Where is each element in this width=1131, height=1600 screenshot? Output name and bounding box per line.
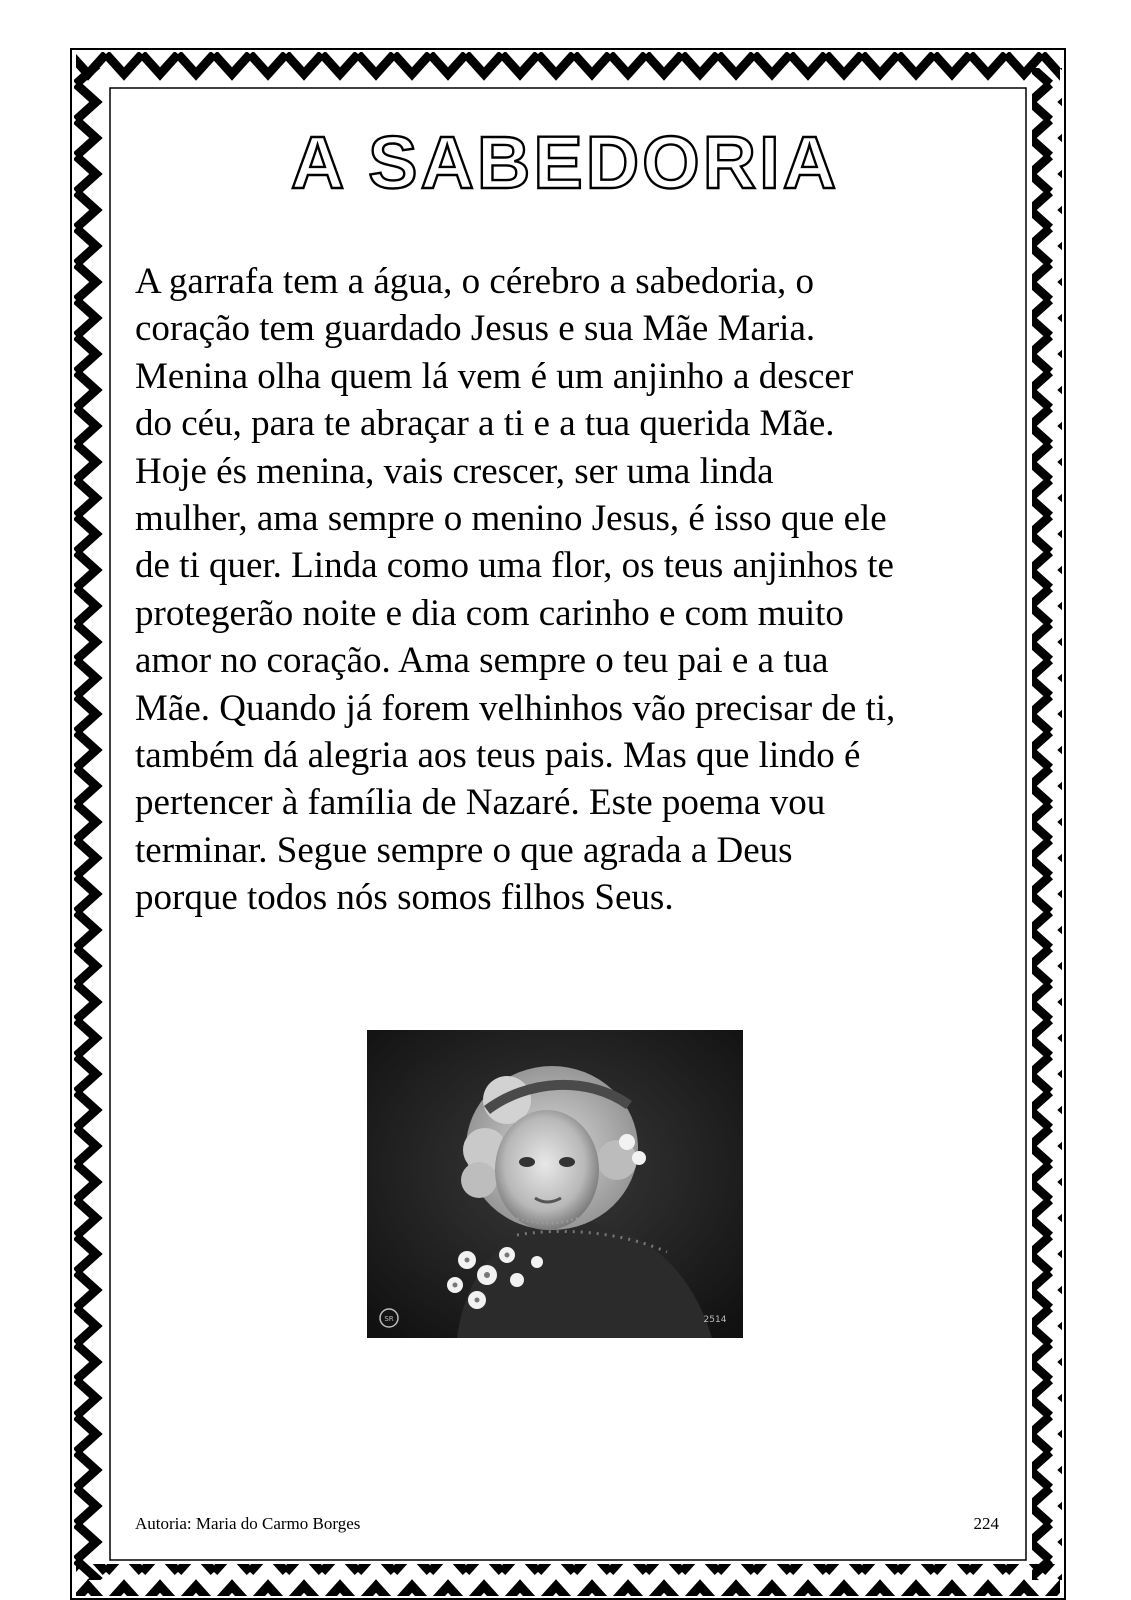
poem-line: terminar. Segue sempre o que agrada a Deus bbox=[135, 829, 793, 871]
poem-body bbox=[135, 258, 1005, 922]
vintage-girl-portrait-photo bbox=[367, 1030, 743, 1338]
poem-line: Hoje és menina, vais crescer, ser uma linda bbox=[135, 450, 774, 492]
poem-line: do céu, para te abraçar a ti e a tua querida Mãe. bbox=[135, 403, 835, 445]
poem-line: mulher, ama sempre o menino Jesus, é isso que ele bbox=[135, 498, 887, 540]
page-number: 224 bbox=[973, 1514, 999, 1533]
poem-line: também dá alegria aos teus pais. Mas que lindo é bbox=[135, 735, 861, 777]
page-title bbox=[135, 122, 995, 202]
photo-caption-number: 2514 bbox=[703, 1315, 727, 1325]
poem-line: amor no coração. Ama sempre o teu pai e a tua bbox=[135, 640, 829, 682]
page-title-text: A SABEDORIA bbox=[290, 121, 840, 204]
poem-line: pertencer à família de Nazaré. Este poema vou bbox=[135, 782, 826, 824]
poem-line: coração tem guardado Jesus e sua Mãe Maria. bbox=[135, 308, 816, 350]
poem-line: Menina olha quem lá vem é um anjinho a descer bbox=[135, 355, 854, 397]
footer-author: Autoria: Maria do Carmo Borges bbox=[135, 1514, 361, 1533]
poem-line: porque todos nós somos filhos Seus. bbox=[135, 877, 674, 919]
poem-line: de ti quer. Linda como uma flor, os teus anjinhos te bbox=[135, 545, 894, 587]
poem-line: protegerão noite e dia com carinho e com muito bbox=[135, 592, 844, 634]
photo-seal-text: SR bbox=[384, 1315, 394, 1323]
portrait-icon bbox=[367, 1030, 743, 1338]
poem-line: Mãe. Quando já forem velhinhos vão precisar de ti, bbox=[135, 687, 896, 729]
poem-line: A garrafa tem a água, o cérebro a sabedoria, o bbox=[135, 261, 815, 302]
